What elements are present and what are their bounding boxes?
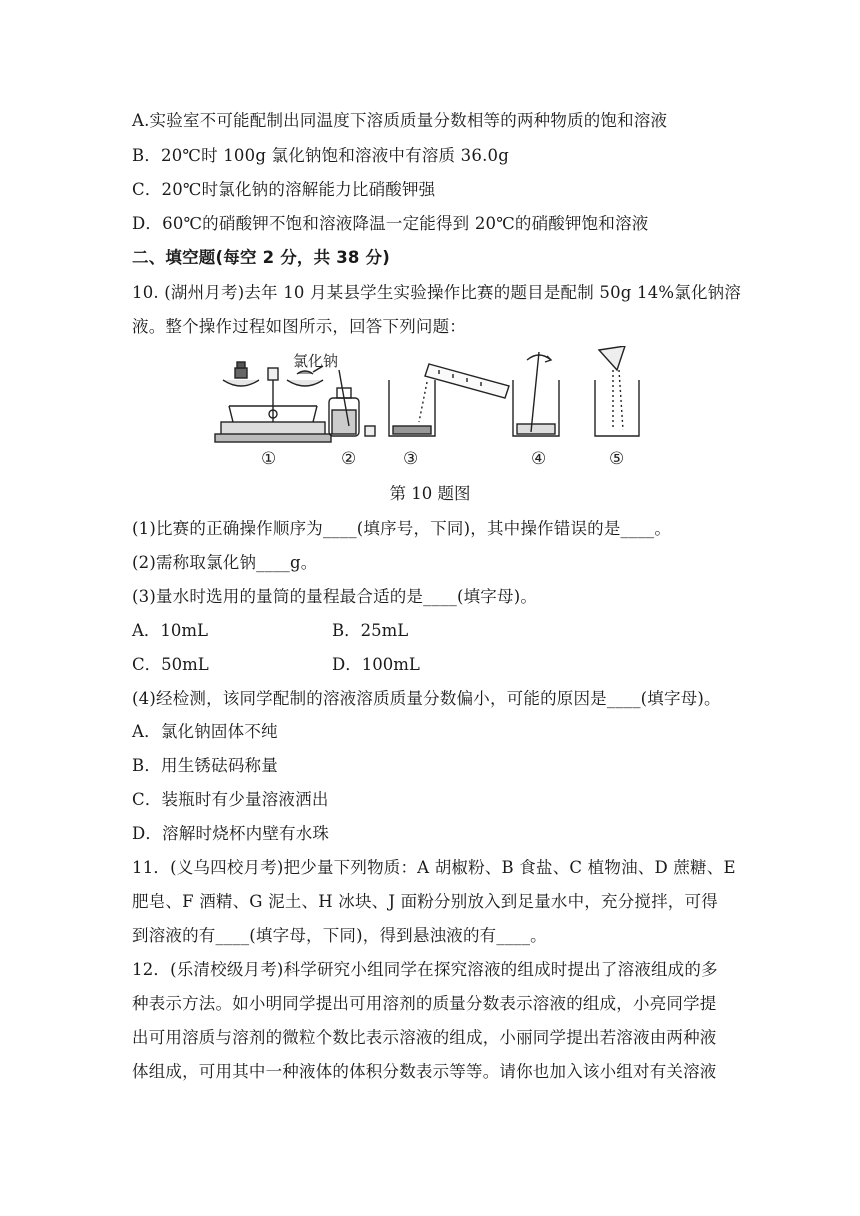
experiment-illustration: [213, 346, 653, 470]
q12-line-3: 出可用溶质与溶剂的微粒个数比表示溶液的组成，小丽同学提出若溶液由两种液: [132, 1028, 717, 1047]
q9-option-b: B．20℃时 100g 氯化钠饱和溶液中有溶质 36.0g: [132, 146, 509, 165]
balance-illustration: [215, 362, 331, 442]
q10-p4-option-c: C．装瓶时有少量溶液洒出: [132, 790, 329, 809]
reagent-bottle-illustration: [329, 370, 375, 436]
q12-line-1: 12．(乐清校级月考)科学研究小组同学在探究溶液的组成时提出了溶液组成的多: [132, 960, 718, 979]
pouring-solution-illustration: [595, 346, 639, 436]
q10-p4-option-d: D．溶解时烧杯内壁有水珠: [132, 824, 330, 843]
q12-line-4: 体组成，可用其中一种液体的体积分数表示等等。请你也加入该小组对有关溶液: [132, 1062, 717, 1081]
q10-p3-option-a: A．10mL: [132, 621, 209, 640]
q10-p3-option-b: B．25mL: [332, 621, 409, 640]
pouring-cylinder-illustration: [389, 364, 509, 436]
figure-caption: 第 10 题图: [389, 484, 471, 503]
q9-option-d: D．60℃的硝酸钾不饱和溶液降温一定能得到 20℃的硝酸钾饱和溶液: [132, 214, 649, 233]
q10-p4-option-a: A．氯化钠固体不纯: [132, 722, 278, 741]
q10-p3-option-d: D．100mL: [332, 655, 420, 674]
figure-label-nacl: 氯化钠: [293, 352, 339, 370]
step-label-1: ①: [261, 449, 277, 469]
step-label-3: ③: [403, 449, 419, 469]
q11-line-3: 到溶液的有____(填字母，下同)，得到悬浊液的有____。: [132, 926, 547, 945]
q11-line-1: 11．(义乌四校月考)把少量下列物质：A 胡椒粉、B 食盐、C 植物油、D 蔗糖、E: [132, 858, 736, 877]
q10-part-3: (3)量水时选用的量筒的量程最合适的是____(填字母)。: [132, 587, 538, 606]
section-heading-fill-in: 二、填空题(每空 2 分，共 38 分): [132, 248, 391, 267]
q10-p4-option-b: B．用生锈砝码称量: [132, 756, 278, 775]
step-label-2: ②: [341, 449, 357, 469]
q10-part-2: (2)需称取氯化钠____g。: [132, 553, 318, 572]
q11-line-2: 肥皂、F 酒精、G 泥土、H 冰块、J 面粉分别放入到足量水中，充分搅拌，可得: [132, 892, 718, 911]
q10-part-1: (1)比赛的正确操作顺序为____(填序号，下同)，其中操作错误的是____。: [132, 519, 672, 538]
step-label-5: ⑤: [609, 449, 625, 469]
q10-p3-option-c: C．50mL: [132, 655, 209, 674]
stirring-beaker-illustration: [513, 352, 559, 436]
q9-option-c: C．20℃时氯化钠的溶解能力比硝酸钾强: [132, 180, 436, 199]
q10-figure: [213, 346, 653, 470]
q9-option-a: A.实验室不可能配制出同温度下溶质质量分数相等的两种物质的饱和溶液: [132, 111, 668, 130]
step-label-4: ④: [531, 449, 547, 469]
q12-line-2: 种表示方法。如小明同学提出可用溶剂的质量分数表示溶液的组成，小亮同学提: [132, 994, 717, 1013]
q10-stem-line-1: 10. (湖州月考)去年 10 月某县学生实验操作比赛的题目是配制 50g 14%氯化钠溶: [132, 283, 742, 302]
q10-stem-line-2: 液。整个操作过程如图所示，回答下列问题：: [132, 317, 466, 336]
q10-part-4: (4)经检测，该同学配制的溶液溶质质量分数偏小，可能的原因是____(填字母)。: [132, 689, 721, 708]
